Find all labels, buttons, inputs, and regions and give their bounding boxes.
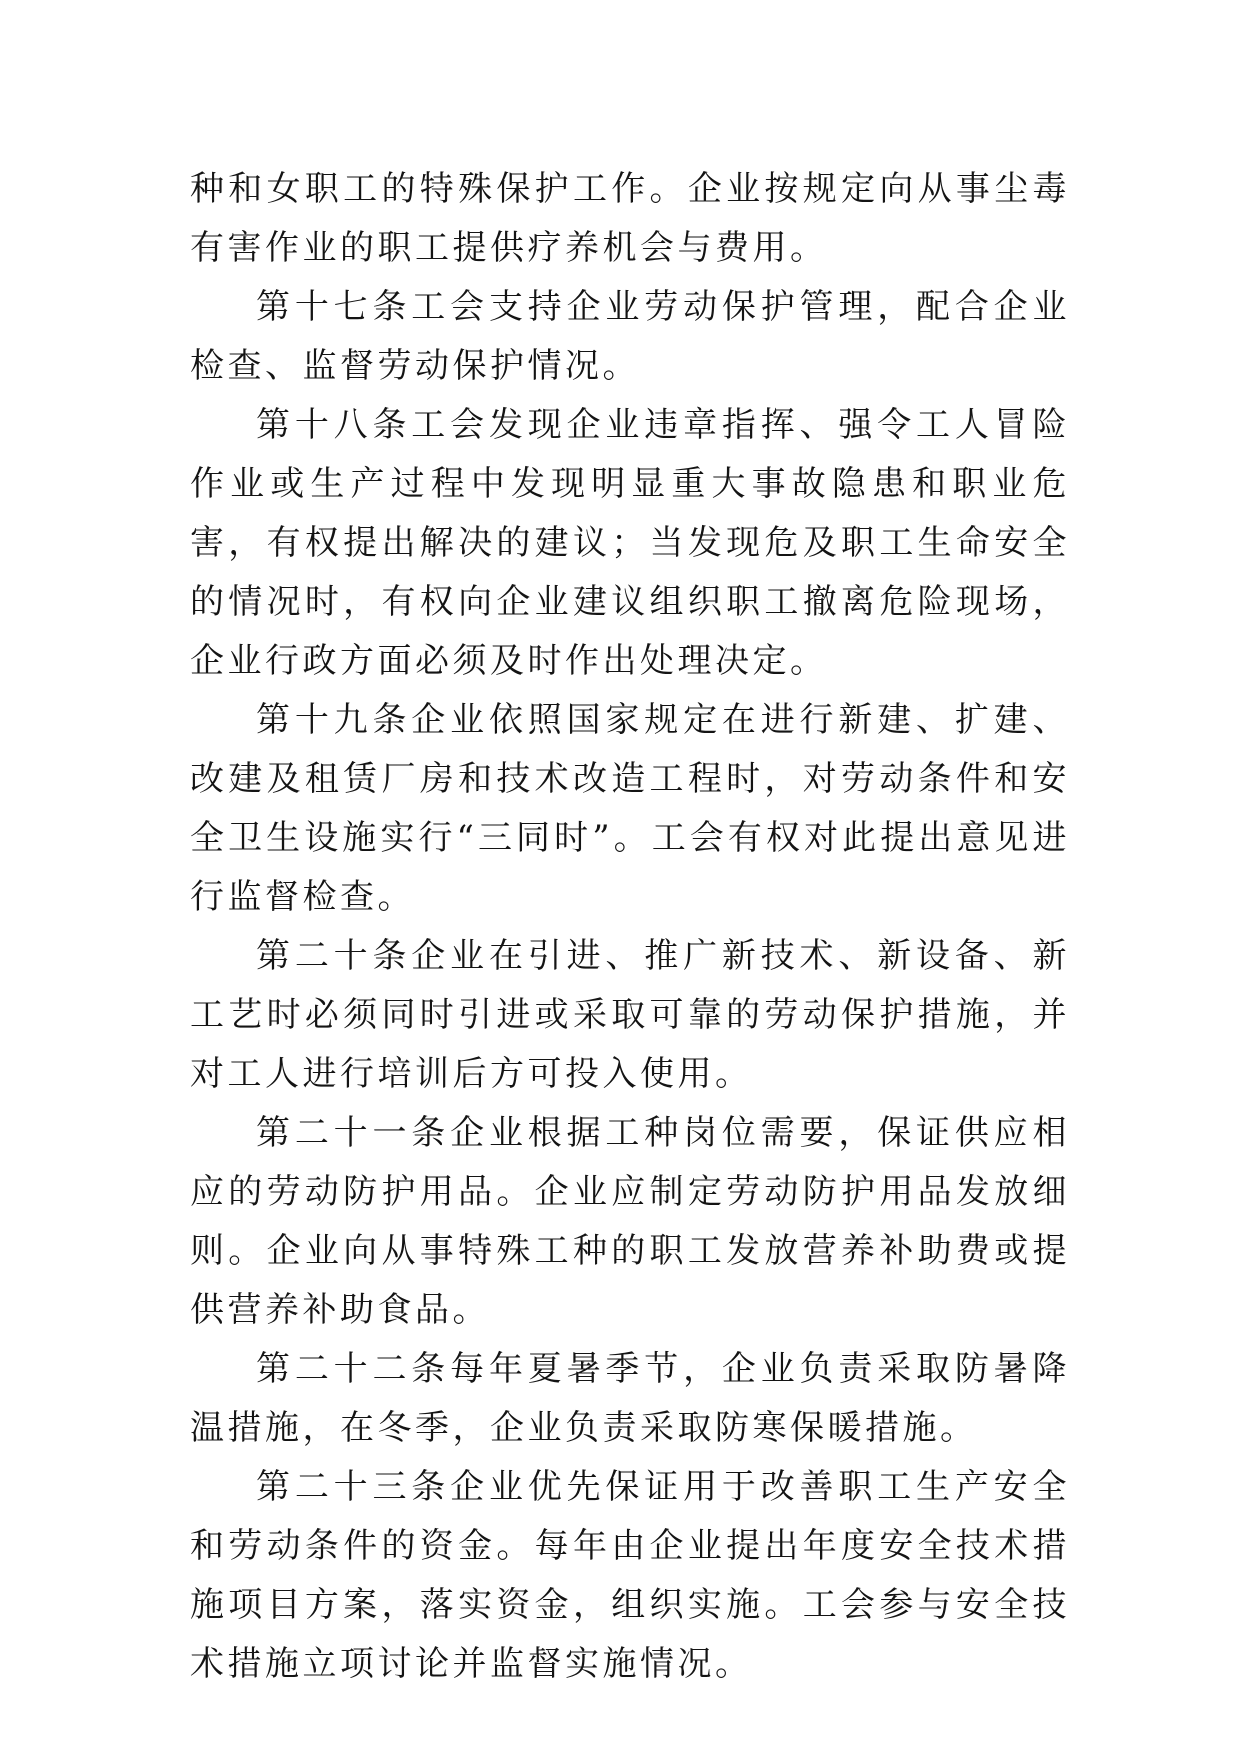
paragraph-article-20: 第二十条企业在引进、推广新技术、新设备、新工艺时必须同时引进或采取可靠的劳动保护措施，并对工人进行培训后方可投入使用。 [190,936,1070,1094]
document-body [190,160,1070,1694]
paragraph-article-19: 第十九条企业依照国家规定在进行新建、扩建、改建及租赁厂房和技术改造工程时，对劳动条件和安全卫生设施实行“三同时”。工会有权对此提出意见进行监督检查。 [190,700,1070,917]
paragraph-article-21: 第二十一条企业根据工种岗位需要，保证供应相应的劳动防护用品。企业应制定劳动防护用品发放细则。企业向从事特殊工种的职工发放营养补助费或提供营养补助食品。 [190,1113,1070,1330]
paragraph-article-23: 第二十三条企业优先保证用于改善职工生产安全和劳动条件的资金。每年由企业提出年度安全技术措施项目方案，落实资金，组织实施。工会参与安全技术措施立项讨论并监督实施情况。 [190,1467,1070,1684]
paragraph-continuation: 种和女职工的特殊保护工作。企业按规定向从事尘毒有害作业的职工提供疗养机会与费用。 [190,169,1070,268]
paragraph-article-17: 第十七条工会支持企业劳动保护管理，配合企业检查、监督劳动保护情况。 [190,287,1070,386]
paragraph-article-18: 第十八条工会发现企业违章指挥、强令工人冒险作业或生产过程中发现明显重大事故隐患和职业危害，有权提出解决的建议；当发现危及职工生命安全的情况时，有权向企业建议组织职工撤离危险现场，企业行政方面必须及时作出处理决定。 [190,405,1070,681]
paragraph-article-22: 第二十二条每年夏暑季节，企业负责采取防暑降温措施，在冬季，企业负责采取防寒保暖措施。 [190,1349,1070,1448]
